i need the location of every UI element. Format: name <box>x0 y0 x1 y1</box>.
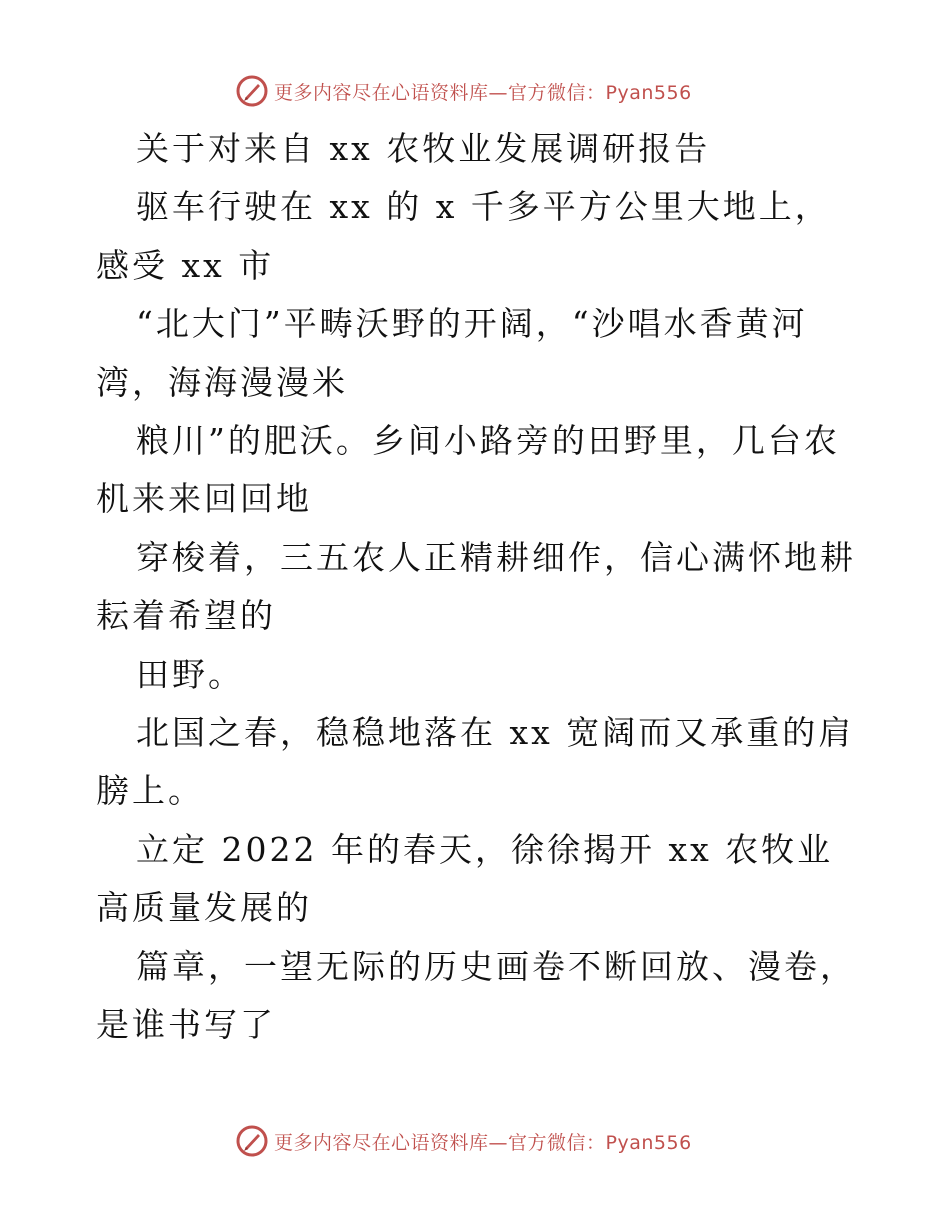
paragraph: 驱车行驶在 xx 的 x 千多平方公里大地上，感受 xx 市 <box>96 187 831 285</box>
footer-watermark <box>236 1124 692 1158</box>
paragraph: “北大门”平畴沃野的开阔，“沙唱水香黄河湾，海海漫漫米 <box>96 304 808 402</box>
quill-logo-icon <box>236 75 268 107</box>
document-body <box>96 120 856 1055</box>
header-watermark <box>236 74 692 108</box>
paragraph-title: 关于对来自 xx 农牧业发展调研报告 <box>136 129 711 168</box>
paragraph: 粮川”的肥沃。乡间小路旁的田野里，几台农机来来回回地 <box>96 421 840 519</box>
paragraph: 篇章，一望无际的历史画卷不断回放、漫卷，是谁书写了 <box>96 946 856 1045</box>
watermark-text: 更多内容尽在心语资料库—官方微信：Pyan556 <box>274 81 692 104</box>
paragraph: 立定 2022 年的春天，徐徐揭开 xx 农牧业高质量发展的 <box>96 829 834 928</box>
watermark-text: 更多内容尽在心语资料库—官方微信：Pyan556 <box>274 1131 692 1154</box>
paragraph: 北国之春，稳稳地落在 xx 宽阔而又承重的肩膀上。 <box>96 713 855 811</box>
paragraph: 田野。 <box>136 654 244 694</box>
quill-logo-icon <box>236 1125 268 1157</box>
paragraph: 穿梭着，三五农人正精耕细作，信心满怀地耕耘着希望的 <box>96 537 856 636</box>
